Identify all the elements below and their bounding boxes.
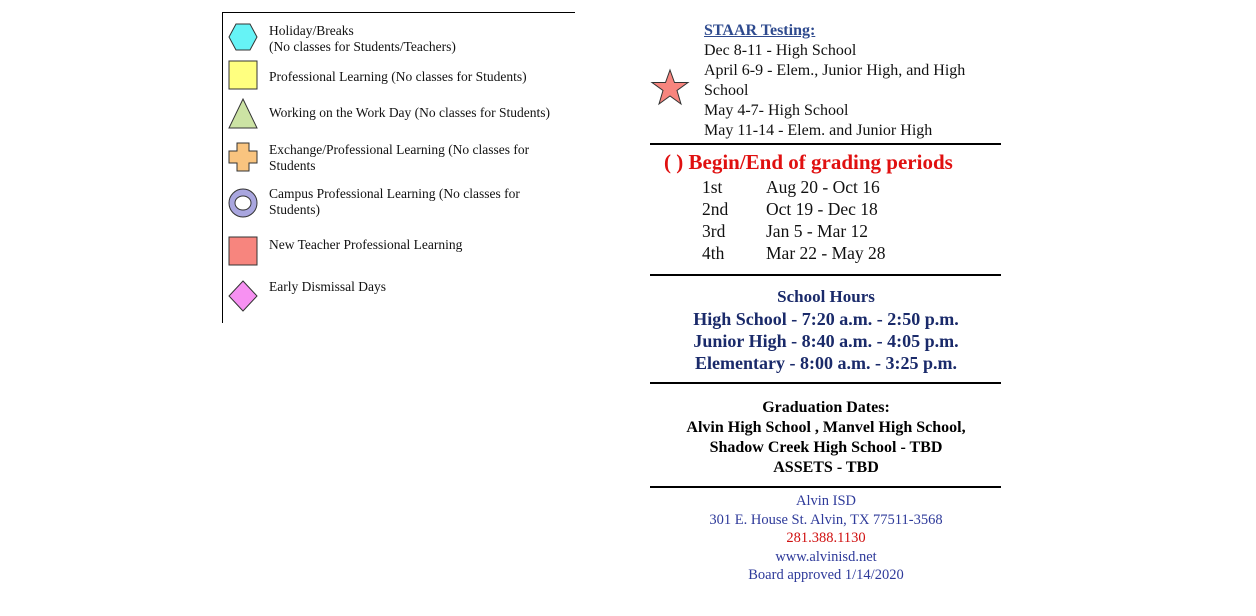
legend-label: Holiday/Breaks bbox=[269, 23, 354, 38]
graduation-line: Shadow Creek High School - TBD bbox=[709, 439, 943, 456]
staar-line: School bbox=[704, 82, 749, 99]
legend-label: Professional Learning (No classes for Students) bbox=[269, 69, 527, 84]
graduation-line: ASSETS - TBD bbox=[773, 459, 879, 476]
school-hours-section bbox=[650, 286, 1002, 374]
school-hours-title: School Hours bbox=[777, 287, 875, 306]
grading-period-row bbox=[702, 199, 992, 221]
school-hours-line: Junior High - 8:40 a.m. - 4:05 p.m. bbox=[693, 331, 959, 351]
staar-line: May 11-14 - Elem. and Junior High bbox=[704, 122, 933, 139]
period-dates: Mar 22 - May 28 bbox=[766, 243, 886, 263]
legend-label: Working on the Work Day (No classes for Students) bbox=[269, 105, 551, 120]
legend-label: Early Dismissal Days bbox=[269, 279, 386, 294]
divider bbox=[650, 274, 1001, 276]
period-number: 1st bbox=[702, 177, 723, 197]
school-hours-line: Elementary - 8:00 a.m. - 3:25 p.m. bbox=[695, 353, 957, 373]
divider bbox=[650, 143, 1001, 145]
district-footer bbox=[650, 492, 1002, 585]
legend-label: New Teacher Professional Learning bbox=[269, 237, 463, 252]
grading-period-row bbox=[702, 221, 992, 243]
legend-label: (No classes for Students/Teachers) bbox=[269, 39, 456, 54]
graduation-section bbox=[650, 398, 1002, 478]
staar-line: Dec 8-11 - High School bbox=[704, 42, 857, 59]
district-name: Alvin ISD bbox=[795, 493, 857, 509]
donut-icon bbox=[227, 187, 259, 219]
legend-label: Students) bbox=[269, 202, 321, 217]
square-icon bbox=[227, 235, 259, 267]
staar-line: April 6-9 - Elem., Junior High, and High bbox=[704, 62, 966, 79]
hexagon-icon bbox=[227, 21, 259, 53]
period-dates: Aug 20 - Oct 16 bbox=[766, 177, 880, 197]
triangle-icon bbox=[227, 97, 259, 131]
legend-label: Students bbox=[269, 158, 316, 173]
district-address: 301 E. House St. Alvin, TX 77511-3568 bbox=[709, 511, 943, 528]
grading-period-row bbox=[702, 243, 992, 265]
star-icon bbox=[650, 68, 690, 108]
period-dates: Oct 19 - Dec 18 bbox=[766, 199, 878, 219]
period-dates: Jan 5 - Mar 12 bbox=[766, 221, 869, 241]
divider bbox=[650, 382, 1001, 384]
staar-testing-section bbox=[650, 20, 1002, 142]
district-phone: 281.388.1130 bbox=[786, 530, 866, 546]
district-website: www.alvinisd.net bbox=[775, 548, 877, 565]
school-hours-line: High School - 7:20 a.m. - 2:50 p.m. bbox=[693, 309, 959, 329]
grading-title: ( ) Begin/End of grading periods bbox=[664, 150, 953, 174]
board-approved-date: Board approved 1/14/2020 bbox=[748, 567, 904, 583]
staar-line: May 4-7- High School bbox=[704, 102, 849, 119]
cross-icon bbox=[227, 141, 259, 173]
legend-label: Campus Professional Learning (No classes for bbox=[269, 186, 520, 201]
diamond-icon bbox=[227, 279, 259, 313]
square-icon bbox=[227, 59, 259, 91]
period-number: 2nd bbox=[702, 199, 729, 219]
grading-period-row bbox=[702, 177, 992, 199]
graduation-line: Graduation Dates: bbox=[762, 399, 890, 416]
period-number: 4th bbox=[702, 243, 725, 263]
staar-title: STAAR Testing: bbox=[704, 22, 816, 39]
period-number: 3rd bbox=[702, 221, 726, 241]
calendar-legend bbox=[222, 12, 575, 323]
graduation-line: Alvin High School , Manvel High School, bbox=[686, 419, 966, 436]
legend-label: Exchange/Professional Learning (No classes for bbox=[269, 142, 530, 157]
divider bbox=[650, 486, 1001, 488]
